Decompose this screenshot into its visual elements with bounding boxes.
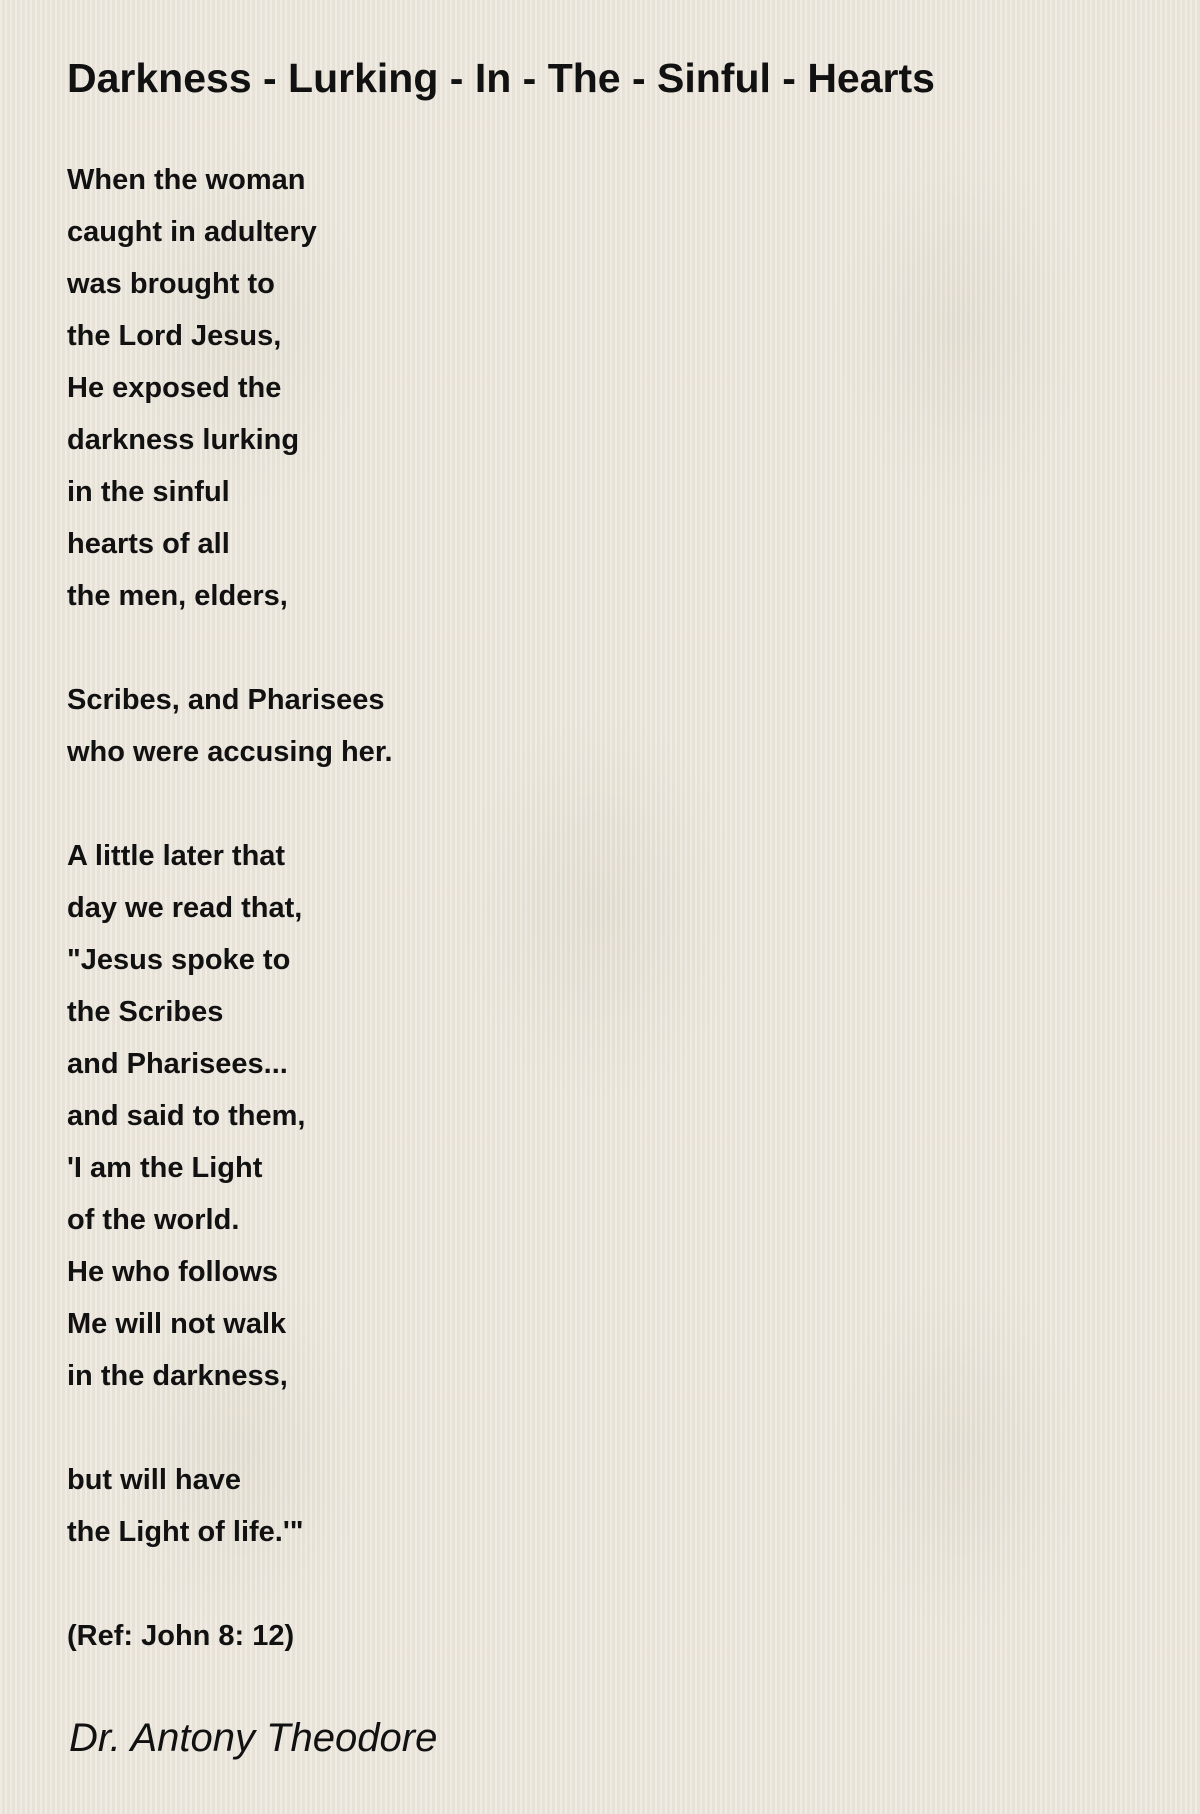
poem-reference: (Ref: John 8: 12) [67, 1620, 295, 1652]
poem-line: in the darkness, [67, 1360, 288, 1392]
poem-line: Scribes, and Pharisees [67, 684, 385, 716]
poem-body [67, 154, 1137, 1662]
poem-line: A little later that [67, 840, 286, 872]
poem-line: darkness lurking [67, 424, 300, 456]
poem-line: was brought to [67, 268, 275, 300]
poem-line: and said to them, [67, 1100, 306, 1132]
poem-line: When the woman [67, 164, 306, 196]
poem-line: caught in adultery [67, 216, 317, 248]
poem-line: the Light of life.'" [67, 1516, 304, 1548]
poem-line: of the world. [67, 1204, 240, 1236]
poem-line: the men, elders, [67, 580, 288, 612]
poem-line: day we read that, [67, 892, 303, 924]
poem-author: Dr. Antony Theodore [69, 1716, 438, 1760]
poem-card [67, 48, 1137, 1662]
poem-line: the Scribes [67, 996, 224, 1028]
stanza-3 [67, 830, 1137, 1402]
poem-line: who were accusing her. [67, 736, 393, 768]
poem-line: 'I am the Light [67, 1152, 263, 1184]
stanza-4 [67, 1454, 1137, 1558]
poem-line: "Jesus spoke to [67, 944, 291, 976]
poem-line: hearts of all [67, 528, 230, 560]
stanza-2 [67, 674, 1137, 778]
poem-line: in the sinful [67, 476, 230, 508]
poem-line: He who follows [67, 1256, 279, 1288]
poem-line: Me will not walk [67, 1308, 287, 1340]
poem-title: Darkness - Lurking - In - The - Sinful - Hearts [67, 55, 935, 101]
poem-line: and Pharisees... [67, 1048, 288, 1080]
stanza-1 [67, 154, 1137, 622]
poem-line: the Lord Jesus, [67, 320, 282, 352]
poem-line: but will have [67, 1464, 242, 1496]
poem-line: He exposed the [67, 372, 282, 404]
